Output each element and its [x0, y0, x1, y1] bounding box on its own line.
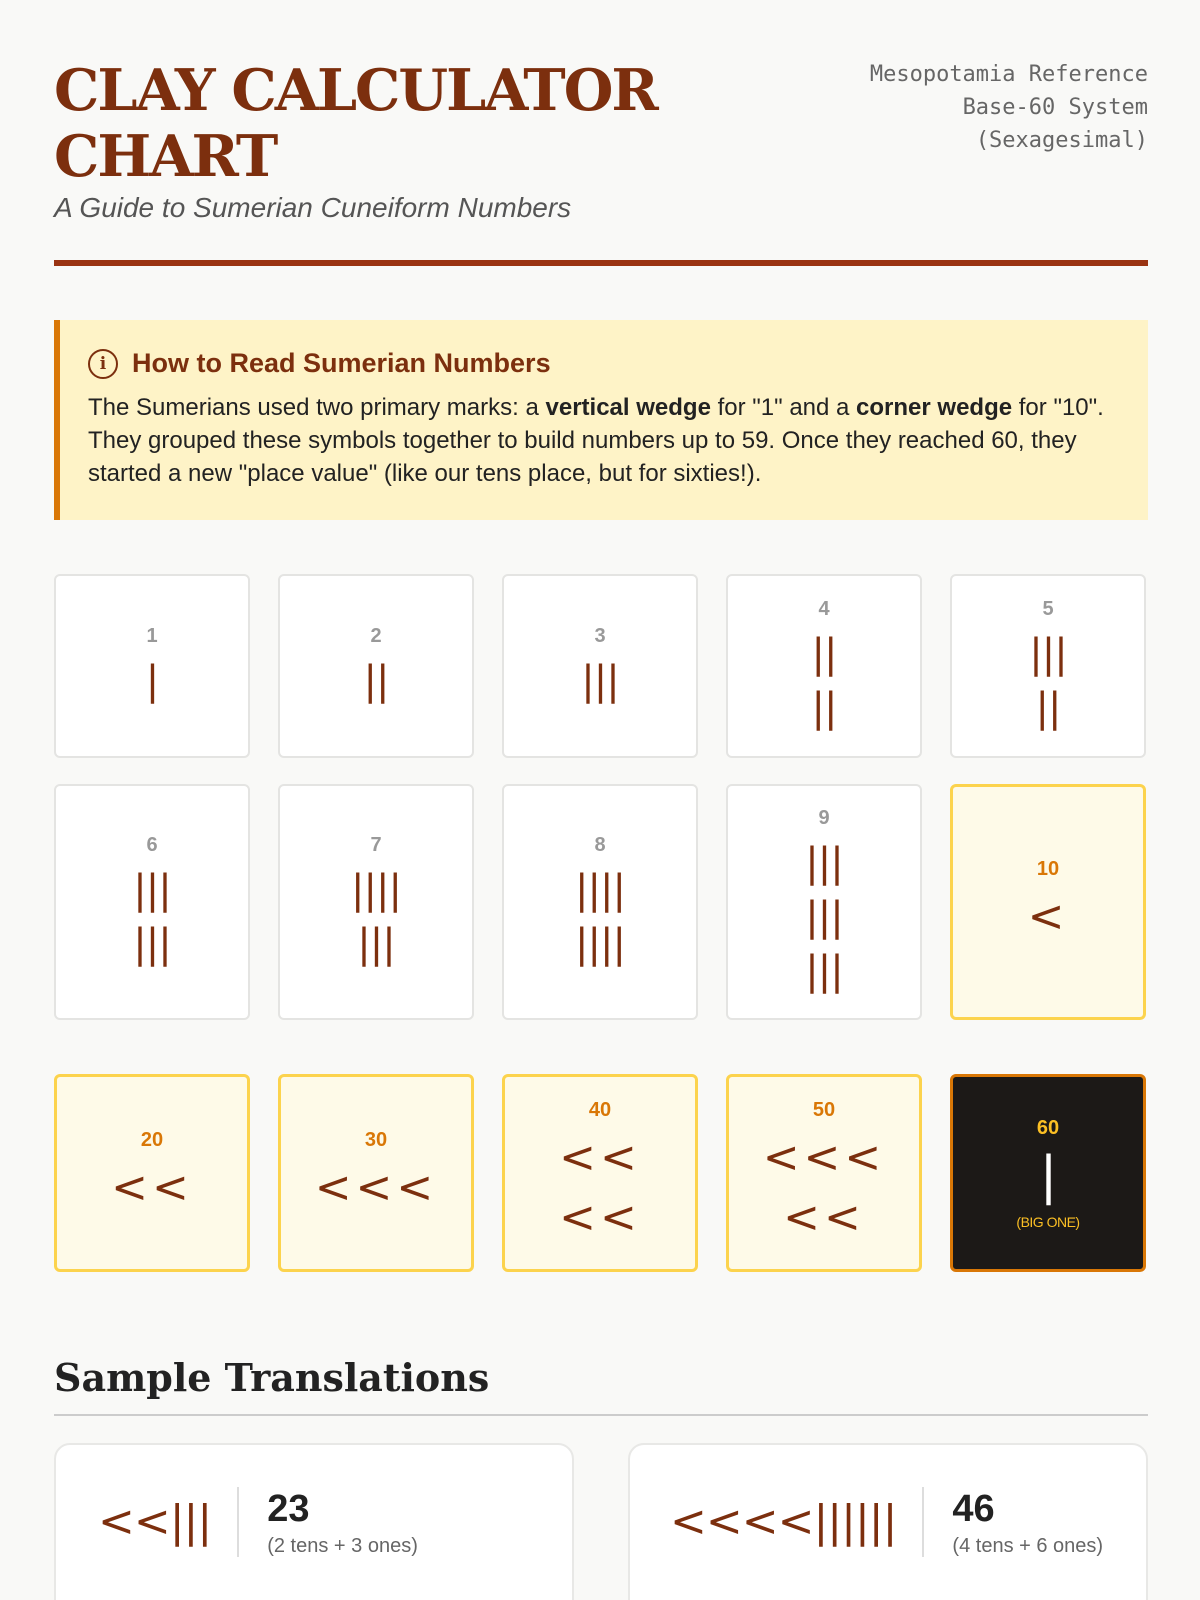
cuneiform-glyph: << <<	[559, 1131, 641, 1243]
numeral-value: 40	[588, 1098, 612, 1121]
meta-line: Base-60 System	[962, 95, 1148, 120]
info-title: How to Read Sumerian Numbers	[132, 348, 551, 378]
reference-meta	[870, 58, 1148, 157]
meta-line: (Sexagesimal)	[975, 128, 1148, 153]
corner-wedge-term: corner wedge	[856, 394, 1013, 421]
cuneiform-glyph: ||	[363, 657, 389, 704]
numeral-card-ten	[502, 1074, 698, 1272]
cuneiform-glyph: |	[1039, 1145, 1057, 1206]
page-title: CLAY CALCULATOR CHART	[54, 57, 657, 190]
numeral-value: 8	[594, 833, 606, 856]
numeral-card-ten	[726, 1074, 922, 1272]
numeral-value: 50	[812, 1098, 836, 1121]
sample-glyph: <<<<||||||	[670, 1487, 924, 1557]
numeral-card	[278, 784, 474, 1020]
numeral-value: 10	[1036, 857, 1060, 880]
numeral-card	[726, 574, 922, 758]
cuneiform-glyph: || ||	[811, 630, 837, 731]
numeral-card	[950, 574, 1146, 758]
vertical-wedge-term: vertical wedge	[545, 394, 711, 421]
page-subtitle: A Guide to Sumerian Cuneiform Numbers	[54, 192, 572, 223]
numeral-card	[726, 784, 922, 1020]
sample-card	[54, 1443, 574, 1600]
cuneiform-glyph: ||| ||| |||	[805, 839, 843, 994]
sample-card	[628, 1443, 1148, 1600]
numeral-value: 1	[146, 624, 158, 647]
sample-value: 46	[952, 1488, 995, 1530]
numeral-value: 4	[818, 597, 830, 620]
numeral-value: 5	[1042, 597, 1054, 620]
info-header	[88, 348, 1116, 379]
info-icon: i	[88, 349, 118, 379]
sample-explanation: (4 tens + 6 ones)	[952, 1535, 1104, 1557]
numeral-value: 2	[370, 624, 382, 647]
sample-glyph: <<|||	[98, 1487, 239, 1557]
numeral-card	[502, 574, 698, 758]
section-title: Sample Translations	[54, 1355, 490, 1400]
numeral-card	[502, 784, 698, 1020]
cuneiform-glyph: |||| |||	[351, 866, 401, 967]
cuneiform-glyph: <	[1027, 890, 1069, 942]
numeral-card-ten	[278, 1074, 474, 1272]
info-box	[54, 320, 1148, 520]
numeral-value: 20	[140, 1128, 164, 1151]
sample-value-block	[924, 1487, 1103, 1558]
numeral-card	[54, 574, 250, 758]
numeral-value: 9	[818, 806, 830, 829]
numeral-value: 7	[370, 833, 382, 856]
cuneiform-glyph: ||| ||	[1029, 630, 1067, 731]
cuneiform-glyph: ||| |||	[133, 866, 171, 967]
cuneiform-glyph: <<<	[314, 1161, 438, 1213]
sample-value-block	[239, 1487, 418, 1558]
header	[54, 58, 1148, 224]
numeral-card-ten	[950, 784, 1146, 1020]
header-divider	[54, 260, 1148, 266]
numeral-value: 60	[1036, 1116, 1060, 1139]
section-divider	[54, 1414, 1148, 1416]
sample-value: 23	[267, 1488, 310, 1530]
numeral-value: 6	[146, 833, 158, 856]
cuneiform-glyph: |||| ||||	[575, 866, 625, 967]
numeral-card-sixty	[950, 1074, 1146, 1272]
cuneiform-glyph: <<	[111, 1161, 193, 1213]
big-one-note: (BIG ONE)	[1016, 1213, 1080, 1230]
numeral-card	[54, 784, 250, 1020]
numeral-card-ten	[54, 1074, 250, 1272]
meta-line: Mesopotamia Reference	[869, 62, 1148, 87]
numeral-card	[278, 574, 474, 758]
sample-explanation: (2 tens + 3 ones)	[267, 1535, 418, 1557]
numeral-value: 30	[364, 1128, 388, 1151]
cuneiform-glyph: |||	[581, 657, 619, 704]
numeral-value: 3	[594, 624, 606, 647]
cuneiform-glyph: |	[145, 657, 159, 704]
info-text: The Sumerians used two primary marks: a vertical wedge for "1" and a corner wedge for "10". They grouped these symbols together to build numbers up to 59. Once they reached 60, they started a new "place value" (like our tens place, but for sixties!).	[88, 394, 1104, 487]
cuneiform-glyph: <<< <<	[762, 1131, 886, 1243]
